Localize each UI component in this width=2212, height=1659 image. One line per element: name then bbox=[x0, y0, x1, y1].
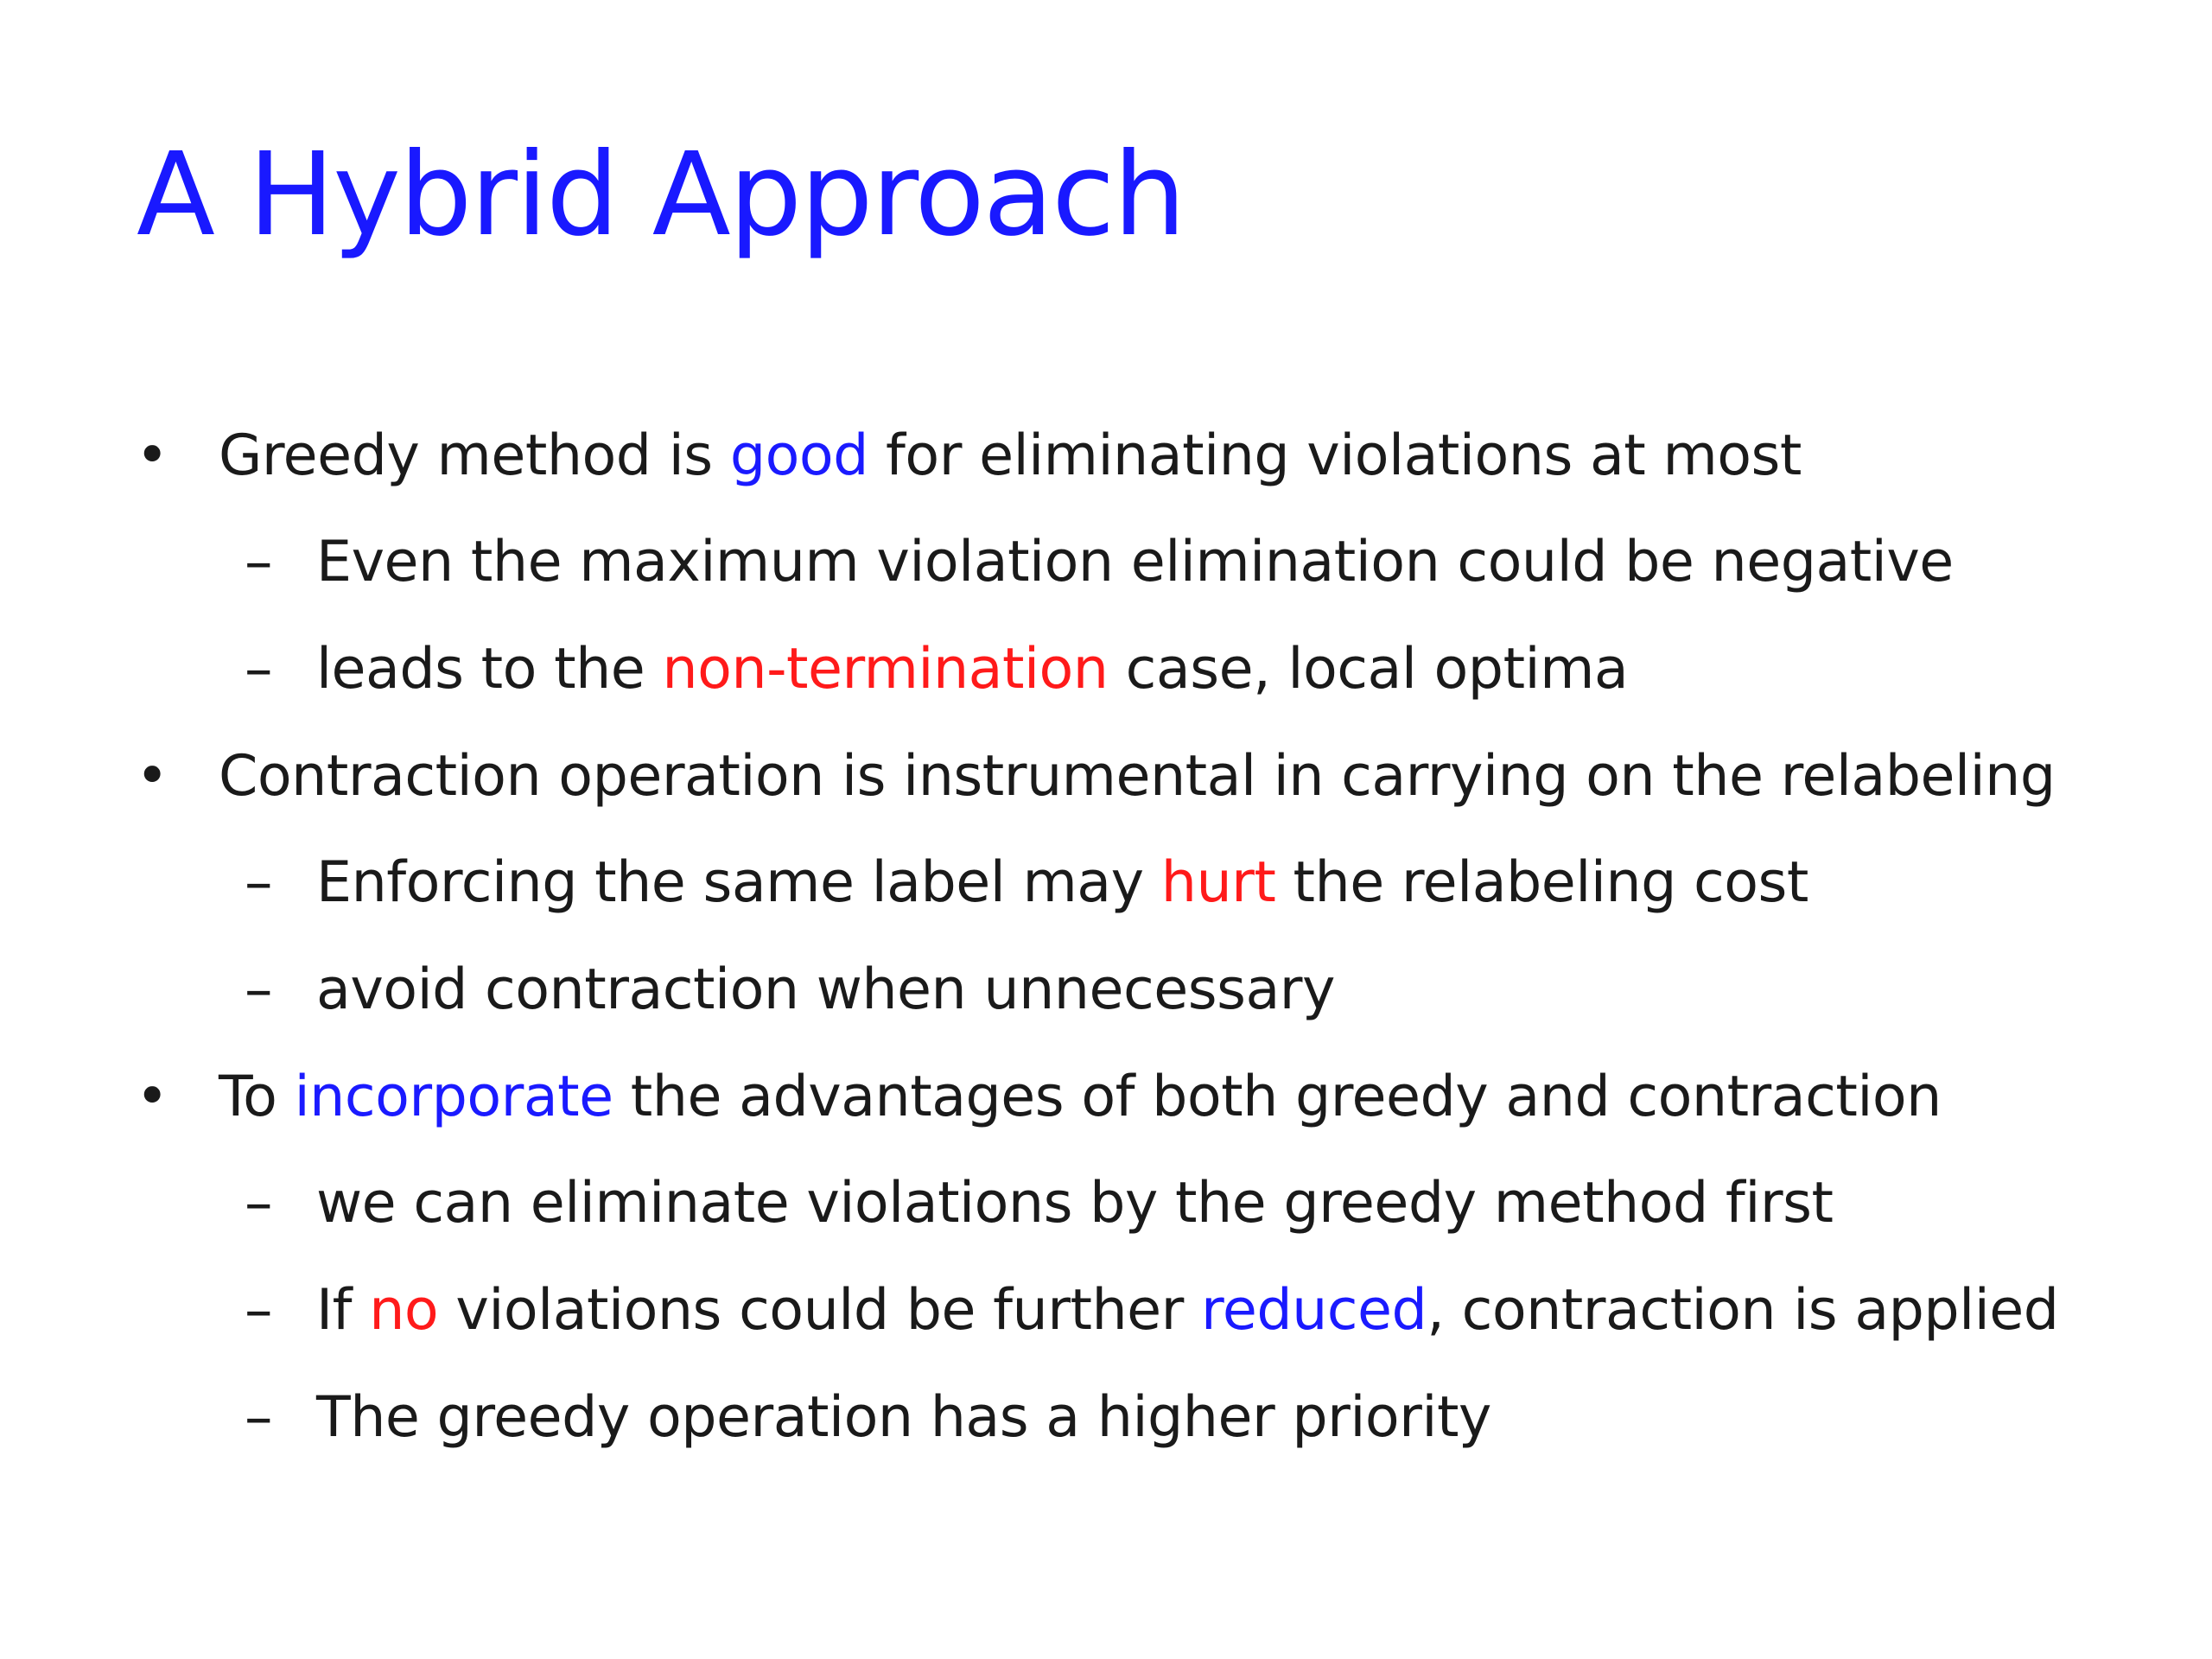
text-segment: leads to the bbox=[316, 637, 663, 702]
text-segment: The greedy operation has a higher priority bbox=[316, 1385, 1491, 1450]
highlighted-word: incorporate bbox=[294, 1065, 613, 1129]
text-segment: we can eliminate violations by the greedy method first bbox=[316, 1171, 1834, 1236]
text-segment: violations could be further bbox=[438, 1278, 1202, 1343]
text-segment: avoid contraction when unnecessary bbox=[316, 957, 1335, 1022]
highlighted-word: no bbox=[369, 1278, 439, 1343]
dash-marker: – bbox=[245, 850, 273, 915]
text-segment: Enforcing the same label may bbox=[316, 850, 1161, 915]
dash-marker: – bbox=[245, 1278, 273, 1343]
text-segment: the relabeling cost bbox=[1275, 850, 1808, 915]
dash-marker: – bbox=[245, 957, 273, 1022]
highlighted-word: good bbox=[729, 423, 868, 488]
dash-marker: – bbox=[245, 530, 273, 594]
bullet-text bbox=[219, 744, 2056, 809]
highlighted-word: non-termination bbox=[662, 637, 1109, 702]
text-segment: for eliminating violations at most bbox=[868, 423, 1802, 488]
dash-marker: – bbox=[245, 1385, 273, 1450]
dash-marker: – bbox=[245, 1171, 273, 1236]
bullet-text bbox=[316, 957, 1335, 1022]
bullet-text bbox=[316, 850, 1808, 915]
text-segment: Contraction operation is instrumental in carrying on the relabeling bbox=[219, 744, 2056, 809]
text-segment: the advantages of both greedy and contraction bbox=[613, 1065, 1942, 1129]
bullet-marker: • bbox=[136, 423, 169, 488]
bullet-text bbox=[316, 1278, 2059, 1343]
bullet-text bbox=[316, 637, 1629, 702]
highlighted-word: reduced bbox=[1201, 1278, 1427, 1343]
bullet-marker: • bbox=[136, 744, 169, 809]
bullet-text bbox=[316, 1385, 1491, 1450]
text-segment: If bbox=[316, 1278, 370, 1343]
bullet-text bbox=[316, 530, 1954, 594]
text-segment: case, local optima bbox=[1108, 637, 1629, 702]
text-segment: To bbox=[219, 1065, 295, 1129]
dash-marker: – bbox=[245, 637, 273, 702]
highlighted-word: hurt bbox=[1160, 850, 1276, 915]
text-segment: Even the maximum violation elimination could be negative bbox=[316, 530, 1954, 594]
text-segment: , contraction is applied bbox=[1427, 1278, 2059, 1343]
bullet-text bbox=[219, 423, 1802, 488]
text-segment: Greedy method is bbox=[219, 423, 730, 488]
bullet-marker: • bbox=[136, 1065, 169, 1129]
slide-title: A Hybrid Approach bbox=[137, 129, 1185, 262]
bullet-text bbox=[316, 1171, 1834, 1236]
bullet-text bbox=[219, 1065, 1942, 1129]
